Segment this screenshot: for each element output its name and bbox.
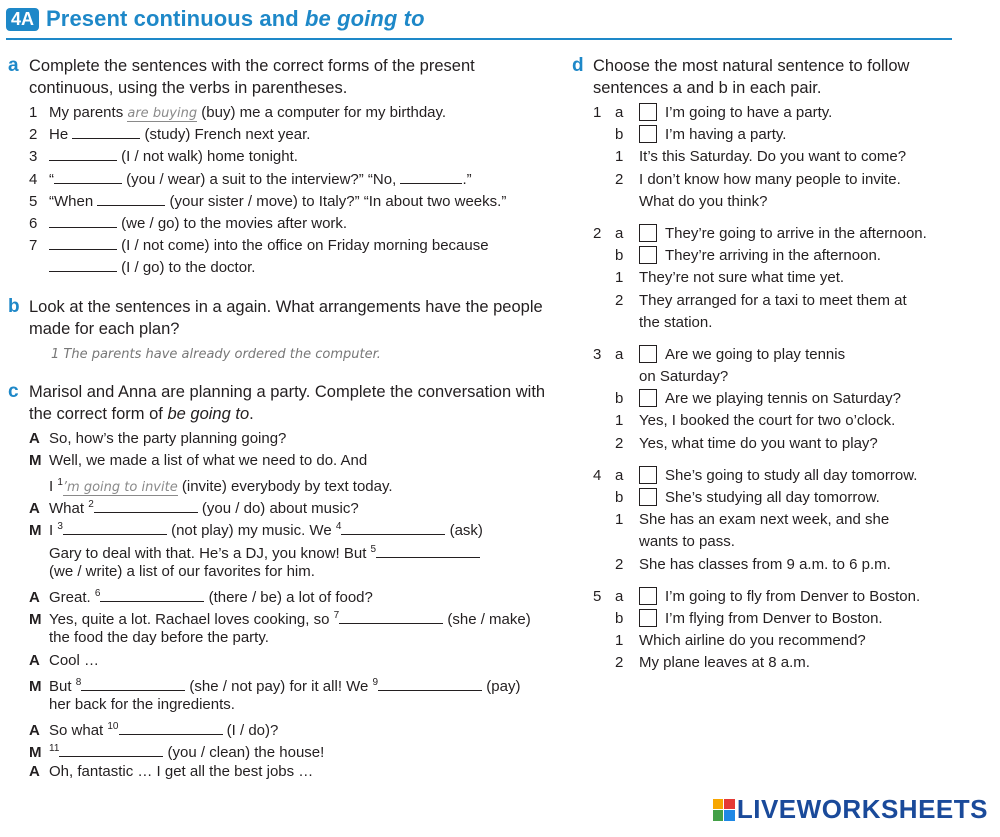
- response-1: 1 Yes, I booked the court for two o’clock.: [615, 412, 896, 430]
- answer-blank[interactable]: [49, 213, 117, 228]
- choice-b: b They’re arriving in the afternoon.: [615, 247, 881, 265]
- response-2: 2 Yes, what time do you want to play?: [615, 434, 878, 452]
- dialogue-line: M $^{11}$ (you / clean) the house!: [29, 743, 325, 762]
- response-2: 2 I don’t know how many people to invite.: [615, 170, 901, 188]
- list-item: 6 (we / go) to the movies after work.: [29, 214, 348, 232]
- response-1: 1 Which airline do you recommend?: [615, 632, 866, 650]
- checkbox[interactable]: [639, 466, 657, 484]
- checkbox[interactable]: [639, 125, 657, 143]
- response-2: 2 My plane leaves at 8 a.m.: [615, 654, 810, 672]
- checkbox[interactable]: [639, 609, 657, 627]
- choice-b: b I’m having a party.: [615, 126, 787, 144]
- section-c-heading: c Marisol and Anna are planning a party. Complete the conversation with the correct form of be going to.: [8, 380, 546, 423]
- choice-a: 2 a They’re going to arrive in the afternoon.: [593, 224, 927, 242]
- page-title: Present continuous and be going to: [46, 6, 425, 31]
- answer-blank[interactable]: [54, 169, 122, 184]
- response-1: 1 They’re not sure what time yet.: [615, 269, 845, 287]
- answer-blank[interactable]: [97, 191, 165, 206]
- dialogue-line: Gary to deal with that. He’s a DJ, you know! But $^5$: [29, 539, 558, 561]
- dialogue-line: M But $^8$ (she / not pay) for it all! We $^9$ (pay): [29, 676, 521, 695]
- choice-a: 4 a She’s going to study all day tomorrow.: [593, 466, 918, 484]
- section-d-items: 1 a I’m going to have a party. b I’m having a party. 1 It’s this Saturday. Do you want to come? 2 I don’t know how many people to invite. What do you think? 2 a They’re going to arrive in the afternoon. b They’re arriving in the afternoon. 1 They’re not sure what time yet. 2 They arranged for a taxi to meet them at the station. 3 a Are we going to play tennis on Saturday? b Are we playing tennis on Saturday? 1 Yes, I booked the court for two o’clock. 2 Yes, what time do you want to play? 4 a She’s going to study all day tomorrow. b She’s studying all day tomorrow. 1 She has an exam next week, and she wants to pass. 2 She has classes from 9 a.m. to 6 p.m. 5 a I’m going to fly from Denver to Boston. b I’m flying from Denver to Boston. 1 Which airline do you recommend? 2 My plane leaves at 8 a.m.: [572, 102, 952, 675]
- list-item: 5 “When (your sister / move) to Italy?” “In about two weeks.”: [29, 192, 507, 210]
- dialogue-line: A So, how’s the party planning going?: [29, 429, 287, 447]
- checkbox[interactable]: [639, 389, 657, 407]
- answer-blank[interactable]: [59, 742, 163, 757]
- response-1: 1 She has an exam next week, and she: [615, 511, 890, 529]
- answer-blank[interactable]: [100, 587, 204, 602]
- liveworksheets-logo: LIVEWORKSHEETS: [713, 794, 988, 825]
- choice-a: 3 a Are we going to play tennis: [593, 345, 846, 363]
- section-c-dialogue: [8, 428, 558, 783]
- choice-b: b I’m flying from Denver to Boston.: [615, 609, 883, 627]
- answer-blank[interactable]: [49, 257, 117, 272]
- choice-a: 1 a I’m going to have a party.: [593, 104, 833, 121]
- dialogue-line: A So what $^{10}$ (I / do)?: [29, 721, 279, 740]
- response-2: 2 She has classes from 9 a.m. to 6 p.m.: [615, 555, 891, 573]
- dialogue-line: M I $^3$ (not play) my music. We $^4$ (ask): [29, 521, 483, 540]
- choice-b: b She’s studying all day tomorrow.: [615, 489, 880, 506]
- dialogue-line: A Cool …: [29, 651, 100, 669]
- answer-blank[interactable]: [49, 146, 117, 161]
- list-item: 3 (I / not walk) home tonight.: [29, 148, 298, 166]
- answer-blank[interactable]: [94, 498, 198, 513]
- dialogue-line: (we / write) a list of our favorites for him.: [49, 562, 315, 580]
- answer-blank[interactable]: [81, 676, 185, 691]
- list-item: 7 (I / not come) into the office on Friday morning because: [29, 237, 489, 255]
- dialogue-line: A What $^2$ (you / do) about music?: [29, 499, 359, 518]
- list-item: (I / go) to the doctor.: [29, 257, 558, 279]
- answer-blank[interactable]: [49, 235, 117, 250]
- dialogue-line: the food the day before the party.: [49, 629, 269, 647]
- section-b-heading: b Look at the sentences in a again. What arrangements have the people made for each plan?: [8, 295, 543, 338]
- section-a-heading: a Complete the sentences with the correct forms of the present continuous, using the verbs in parentheses.: [8, 55, 475, 97]
- response-2: 2 They arranged for a taxi to meet them at: [615, 291, 907, 309]
- checkbox[interactable]: [639, 224, 657, 242]
- dialogue-line: A Oh, fantastic … I get all the best jobs …: [29, 762, 314, 780]
- answer-blank[interactable]: [119, 720, 223, 735]
- checkbox[interactable]: [639, 345, 657, 363]
- answer-blank[interactable]: [341, 520, 445, 535]
- dialogue-line: M Well, we made a list of what we need to do. And: [29, 451, 368, 469]
- answer-blank[interactable]: [400, 169, 462, 184]
- left-column: [8, 55, 558, 783]
- answer-blank[interactable]: [339, 609, 443, 624]
- section-b-example: 1 The parents have already ordered the computer.: [51, 346, 381, 362]
- checkbox[interactable]: [639, 587, 657, 605]
- unit-badge: 4A: [6, 8, 39, 31]
- checkbox[interactable]: [639, 246, 657, 264]
- dialogue-line: her back for the ingredients.: [49, 695, 235, 713]
- right-column: [572, 55, 952, 675]
- list-item: 1 My parents are buying (buy) me a computer for my birthday.: [29, 104, 447, 121]
- list-item: 2 He (study) French next year.: [29, 126, 311, 144]
- answer-blank[interactable]: [376, 543, 480, 558]
- answer-blank[interactable]: [63, 520, 167, 535]
- dialogue-line: I $^1$’m going to invite (invite) everybody by text today.: [49, 477, 393, 496]
- checkbox[interactable]: [639, 103, 657, 121]
- section-a-items: [8, 102, 558, 280]
- answer-blank[interactable]: [72, 124, 140, 139]
- answer-blank[interactable]: [378, 676, 482, 691]
- logo-icon: [713, 799, 735, 821]
- list-item: 4 “ (you / wear) a suit to the interview?” “No, .”: [29, 170, 472, 188]
- dialogue-line: M Yes, quite a lot. Rachael loves cooking, so $^7$ (she / make): [29, 610, 531, 629]
- page-header: [6, 4, 425, 34]
- response-1: 1 It’s this Saturday. Do you want to come?: [615, 148, 907, 166]
- section-d-heading: d Choose the most natural sentence to follow sentences a and b in each pair.: [572, 55, 910, 97]
- answer-c1: ’m going to invite: [62, 480, 178, 496]
- dialogue-line: A Great. $^6$ (there / be) a lot of food?: [29, 588, 373, 606]
- choice-b: b Are we playing tennis on Saturday?: [615, 390, 901, 408]
- header-rule: [6, 38, 952, 40]
- answer-1: are buying: [127, 106, 198, 121]
- choice-a: 5 a I’m going to fly from Denver to Boston.: [593, 587, 921, 605]
- checkbox[interactable]: [639, 488, 657, 506]
